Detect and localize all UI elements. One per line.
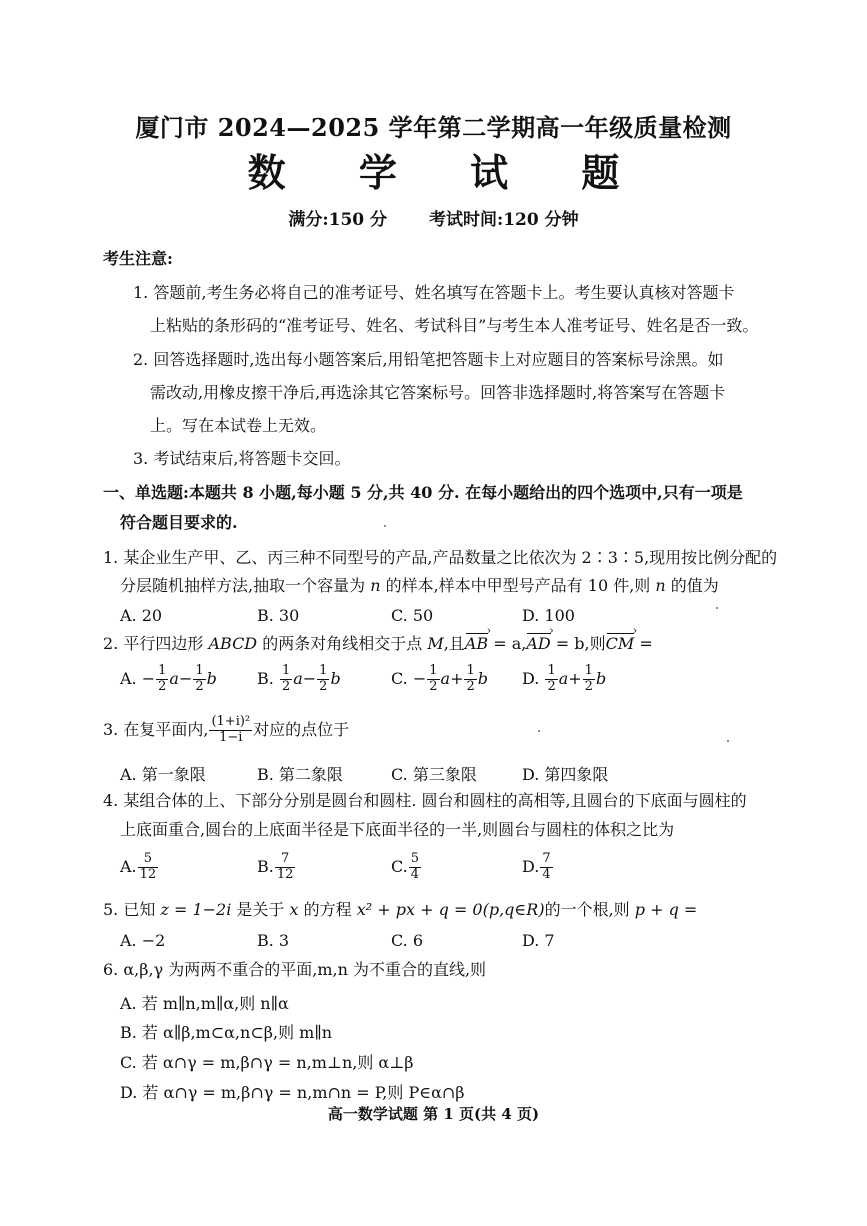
option-b: B. 若 α∥β,m⊂α,n⊂β,则 m∥n bbox=[120, 1023, 333, 1042]
question-4-line: 上底面重合,圆台的上底面半径是下底面半径的一半,则圆台与圆柱的体积之比为 bbox=[120, 820, 675, 839]
vector-ab: AB › bbox=[465, 636, 488, 652]
question-2-stem: 2. 平行四边形 ABCD 的两条对角线相交于点 M,且AB › = a,AD › = b,则CM › = bbox=[103, 636, 653, 652]
option-a: A. $\frac{5}{12}$ bbox=[120, 851, 157, 882]
notice-line: 上粘贴的条形码的“准考证号、姓名、考试科目”与考生本人准考证号、姓名是否一致。 bbox=[150, 316, 759, 335]
scan-speck bbox=[538, 730, 540, 732]
option-c: C. 6 bbox=[391, 931, 424, 950]
full-score: 满分:150 分 bbox=[288, 210, 388, 230]
option-c: C. − $\frac{1}{2}$ a+ $\frac{1}{2}$ b bbox=[391, 663, 489, 694]
option-a: A. − $\frac{1}{2}$ a− $\frac{1}{2}$ b bbox=[120, 663, 217, 694]
subject-title: 数 学 试 题 bbox=[247, 150, 650, 195]
notice-line: 上。写在本试卷上无效。 bbox=[150, 416, 327, 435]
scan-speck bbox=[384, 525, 386, 527]
question-6-stem: 6. α,β,γ 为两两不重合的平面,m,n 为不重合的直线,则 bbox=[103, 960, 487, 979]
notice-line: 1. 答题前,考生务必将自己的准考证号、姓名填写在答题卡上。考生要认真核对答题卡 bbox=[133, 283, 735, 302]
question-1-line: 1. 某企业生产甲、乙、丙三种不同型号的产品,产品数量之比依次为 2∶3∶5,现用按比例分配的 bbox=[103, 548, 778, 567]
option-b: B. 30 bbox=[257, 606, 300, 625]
option-c: C. 若 α∩γ = m,β∩γ = n,m⊥n,则 α⊥β bbox=[120, 1053, 414, 1072]
question-1-line: 分层随机抽样方法,抽取一个容量为 n 的样本,样本中甲型号产品有 10 件,则 n 的值为 bbox=[120, 576, 719, 595]
option-a: A. 20 bbox=[120, 606, 163, 625]
page-footer: 高一数学试题 第 1 页(共 4 页) bbox=[327, 1105, 540, 1123]
option-b: B. 3 bbox=[257, 931, 290, 950]
exam-time: 考试时间:120 分钟 bbox=[428, 210, 579, 230]
notice-heading: 考生注意: bbox=[103, 249, 173, 268]
option-a: A. −2 bbox=[120, 931, 166, 950]
question-4-line: 4. 某组合体的上、下部分分别是圆台和圆柱. 圆台和圆柱的高相等,且圆台的下底面与圆柱的 bbox=[103, 791, 747, 810]
option-d: D. 若 α∩γ = m,β∩γ = n,m∩n = P,则 P∈α∩β bbox=[120, 1083, 465, 1102]
option-b: B. 第二象限 bbox=[257, 765, 343, 784]
option-d: D. 7 bbox=[522, 931, 555, 950]
option-c: C. 50 bbox=[391, 606, 434, 625]
option-d: D. 第四象限 bbox=[522, 765, 609, 784]
vector-ad: AD › bbox=[526, 636, 550, 652]
option-d: D. $\frac{1}{2}$ a+ $\frac{1}{2}$ b bbox=[522, 663, 607, 694]
scan-speck bbox=[727, 740, 729, 742]
option-d: D. $\frac{7}{4}$ bbox=[522, 851, 551, 882]
question-5-stem: 5. 已知 z = 1−2i 是关于 x 的方程 x² + px + q = 0(p,q∈R)的一个根,则 p + q = bbox=[103, 900, 698, 919]
notice-line: 3. 考试结束后,将答题卡交回。 bbox=[133, 449, 351, 468]
option-a: A. 第一象限 bbox=[120, 765, 206, 784]
option-d: D. 100 bbox=[522, 606, 575, 625]
section-heading: 一、单选题:本题共 8 小题,每小题 5 分,共 40 分. 在每小题给出的四个选项中,只有一项是 bbox=[103, 483, 743, 502]
option-c: C. $\frac{5}{4}$ bbox=[391, 851, 420, 882]
score-time-line bbox=[0, 205, 867, 230]
option-b: B. $\frac{1}{2}$ a− $\frac{1}{2}$ b bbox=[257, 663, 341, 694]
notice-line: 2. 回答选择题时,选出每小题答案后,用铅笔把答题卡上对应题目的答案标号涂黑。如 bbox=[133, 350, 724, 369]
section-heading-cont: 符合题目要求的. bbox=[120, 513, 238, 532]
option-b: B. $\frac{7}{12}$ bbox=[257, 851, 294, 882]
option-c: C. 第三象限 bbox=[391, 765, 477, 784]
option-a: A. 若 m∥n,m∥α,则 n∥α bbox=[120, 994, 289, 1013]
exam-title: 厦门市 2024—2025 学年第二学期高一年级质量检测 bbox=[135, 113, 732, 142]
scan-speck bbox=[716, 607, 718, 609]
vector-cm: CM › bbox=[606, 636, 635, 652]
fraction: $\frac{\text{(1+i)²}}{1-i}$ bbox=[211, 714, 251, 745]
question-3-stem: 3. 在复平面内, $\frac{\text{(1+i)²}}{1-i}$ 对应的点位于 bbox=[103, 714, 350, 745]
notice-line: 需改动,用橡皮擦干净后,再选涂其它答案标号。回答非选择题时,将答案写在答题卡 bbox=[150, 383, 726, 402]
